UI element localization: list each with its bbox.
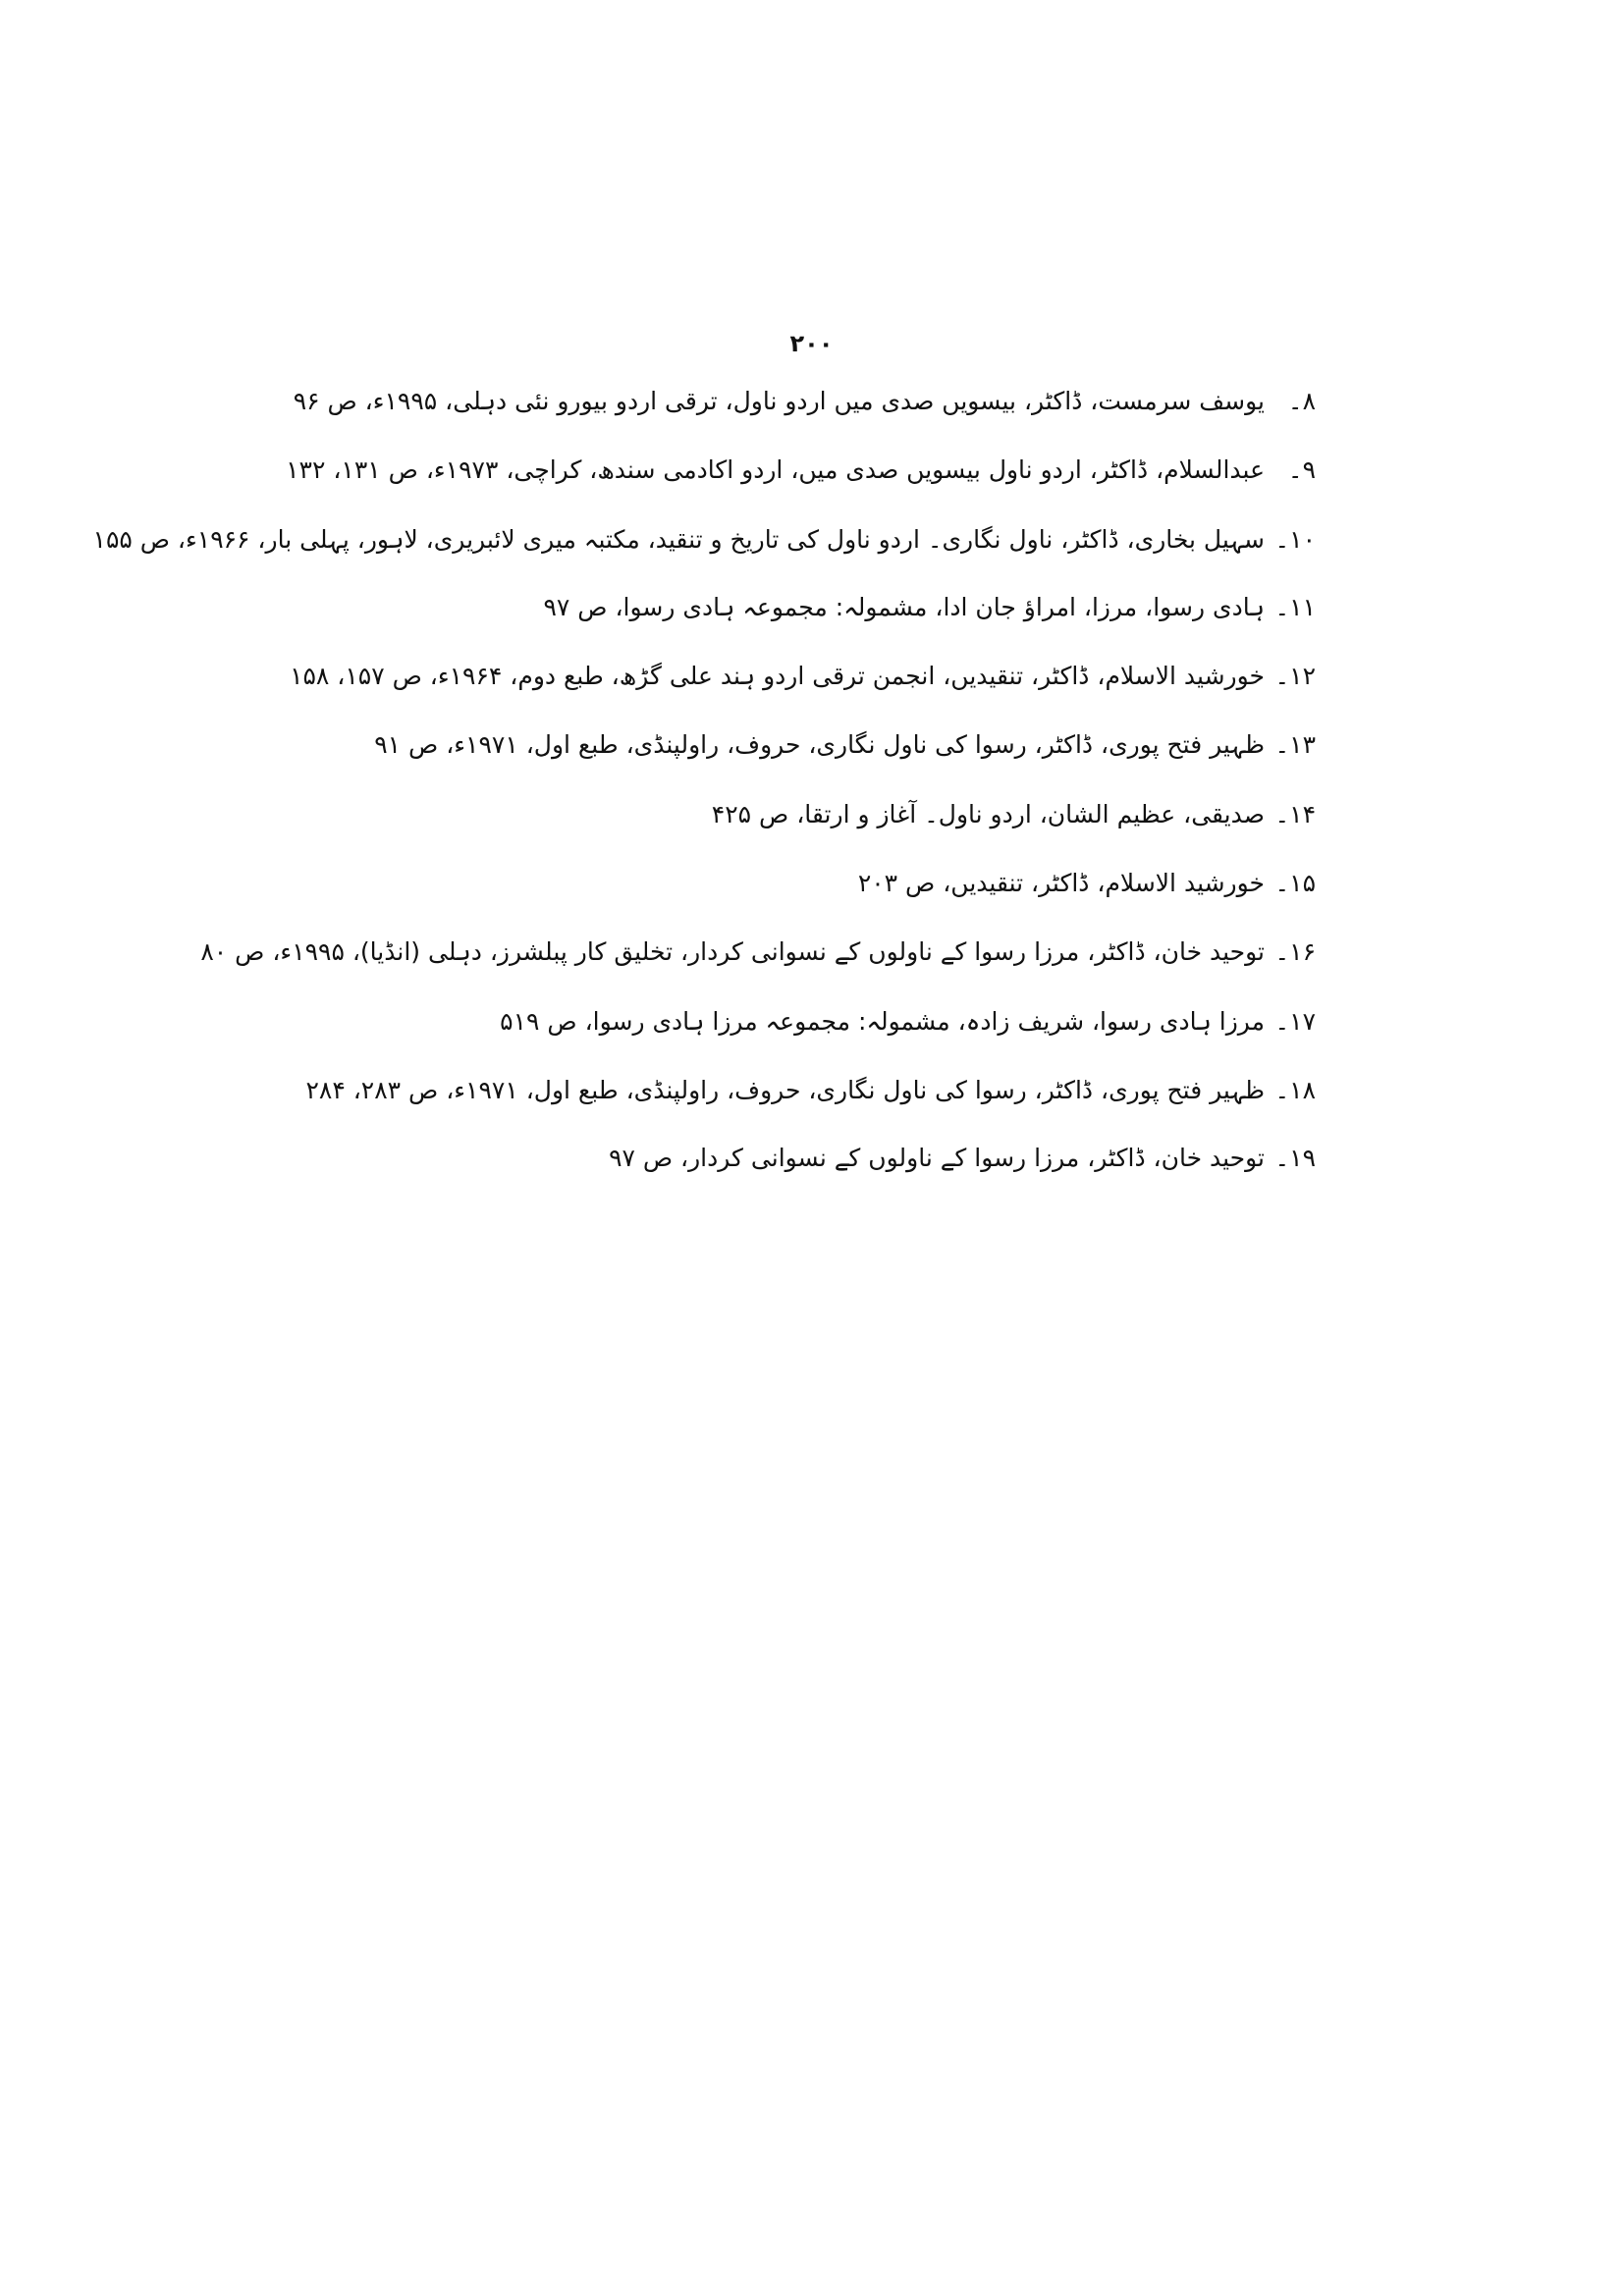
- note-10: [93, 520, 1316, 560]
- note-text: صدیقی، عظیم الشان، اردو ناول۔ آغاز و ارتقا، ص ۴۲۵: [711, 800, 1265, 828]
- note-number: ۱۳۔: [1274, 730, 1316, 759]
- note-text: خورشید الاسلام، ڈاکٹر، تنقیدیں، ص ۲۰۳: [857, 869, 1265, 897]
- note-16: [200, 933, 1316, 972]
- note-12: [290, 657, 1316, 696]
- note-text: ہادی رسوا، مرزا، امراؤ جان ادا، مشمولہ: مجموعہ ہادی رسوا، ص ۹۷: [543, 593, 1265, 621]
- note-17: [500, 1002, 1316, 1041]
- note-number: ۱۴۔: [1274, 800, 1316, 828]
- note-text: ظہیر فتح پوری، ڈاکٹر، رسوا کی ناول نگاری، حروف، راولپنڈی، طبع اول، ۱۹۷۱ء، ص ۹۱: [374, 730, 1265, 759]
- note-14: [712, 795, 1316, 834]
- page-number: ۲۰۰: [789, 330, 834, 357]
- note-text: توحید خان، ڈاکٹر، مرزا رسوا کے ناولوں کے نسوانی کردار، ص ۹۷: [609, 1144, 1265, 1172]
- note-15: [858, 864, 1316, 903]
- note-number: ۱۱۔: [1274, 593, 1316, 621]
- note-text: ظہیر فتح پوری، ڈاکٹر، رسوا کی ناول نگاری، حروف، راولپنڈی، طبع اول، ۱۹۷۱ء، ص ۲۸۳، ۲۸۴: [305, 1076, 1265, 1104]
- note-number: ۱۶۔: [1274, 937, 1316, 966]
- note-11: [544, 588, 1317, 627]
- note-text: سہیل بخاری، ڈاکٹر، ناول نگاری۔ اردو ناول کی تاریخ و تنقید، مکتبہ میری لائبریری، لاہور، پہلی بار، ۱۹۶۶ء، ص ۱۵۵: [92, 525, 1265, 554]
- note-number: ۱۰۔: [1274, 525, 1316, 554]
- note-8: [294, 382, 1316, 421]
- note-18: [305, 1071, 1316, 1110]
- note-number: ۱۹۔: [1274, 1144, 1316, 1172]
- note-number: ۱۵۔: [1274, 869, 1316, 897]
- note-text: خورشید الاسلام، ڈاکٹر، تنقیدیں، انجمن ترقی اردو ہند علی گڑھ، طبع دوم، ۱۹۶۴ء، ص ۱۵۷، ۱۵۸: [290, 662, 1265, 690]
- note-text: توحید خان، ڈاکٹر، مرزا رسوا کے ناولوں کے نسوانی کردار، تخلیق کار پبلشرز، دہلی (انڈیا)، ۱۹۹۵ء، ص ۸۰: [200, 937, 1265, 966]
- note-19: [609, 1139, 1316, 1178]
- note-number: ۱۷۔: [1274, 1007, 1316, 1036]
- note-9: [286, 451, 1316, 490]
- note-text: عبدالسلام، ڈاکٹر، اردو ناول بیسویں صدی میں، اردو اکادمی سندھ، کراچی، ۱۹۷۳ء، ص ۱۳۱، ۱۳۲: [286, 455, 1265, 484]
- note-number: ۸۔: [1287, 387, 1316, 415]
- note-number: ۱۲۔: [1274, 662, 1316, 690]
- note-text: یوسف سرمست، ڈاکٹر، بیسویں صدی میں اردو ناول، ترقی اردو بیورو نئی دہلی، ۱۹۹۵ء، ص ۹۶: [293, 387, 1265, 415]
- note-number: ۱۸۔: [1274, 1076, 1316, 1104]
- note-text: مرزا ہادی رسوا، شریف زادہ، مشمولہ: مجموعہ مرزا ہادی رسوا، ص ۵۱۹: [500, 1007, 1265, 1036]
- note-13: [374, 725, 1316, 765]
- note-number: ۹۔: [1287, 455, 1316, 484]
